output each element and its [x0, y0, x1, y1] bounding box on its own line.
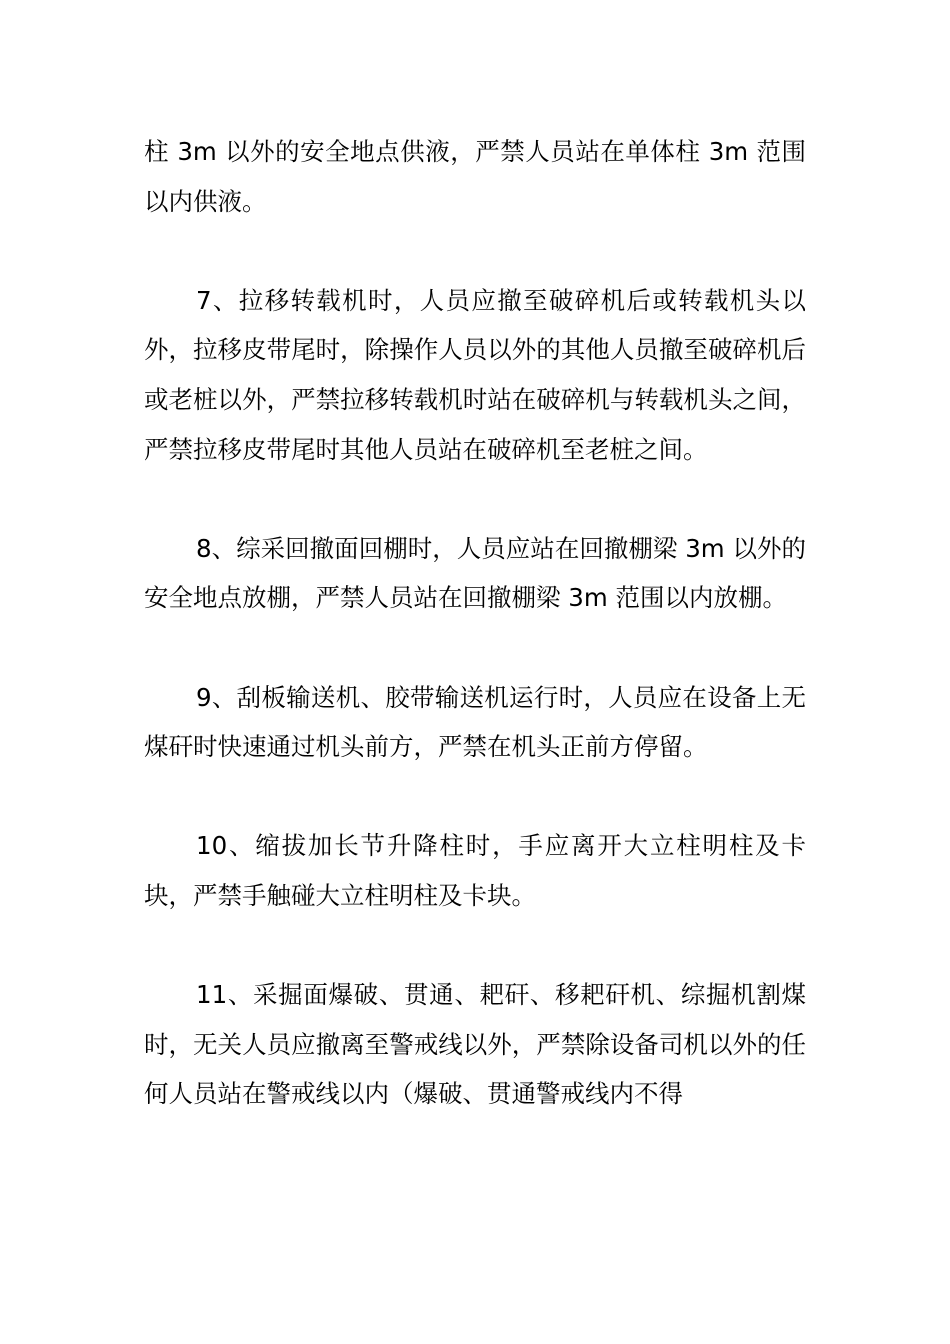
paragraph-item-8: 8、综采回撤面回棚时，人员应站在回撤棚梁 3m 以外的安全地点放棚，严禁人员站在回撤棚梁 3m 范围以内放棚。 [144, 533, 806, 613]
paragraph-continued: 柱 3m 以外的安全地点供液，严禁人员站在单体柱 3m 范围以内供液。 [144, 137, 806, 216]
paragraph-gap [144, 474, 806, 524]
paragraph-gap [144, 772, 806, 822]
paragraph-gap [144, 226, 806, 276]
paragraph-gap [144, 623, 806, 673]
document-body [144, 127, 806, 1119]
paragraph-item-10: 10、缩拔加长节升降柱时，手应离开大立柱明柱及卡块，严禁手触碰大立柱明柱及卡块。 [144, 831, 806, 910]
paragraph-item-7: 7、拉移转载机时，人员应撤至破碎机后或转载机头以外，拉移皮带尾时，除操作人员以外的其他人员撤至破碎机后或老桩以外，严禁拉移转载机时站在破碎机与转载机头之间，严禁拉移皮带尾时其他人员站在破碎机至老桩之间。 [144, 285, 806, 464]
paragraph-item-11: 11、采掘面爆破、贯通、耙矸、移耙矸机、综掘机割煤时，无关人员应撤离至警戒线以外，严禁除设备司机以外的任何人员站在警戒线以内（爆破、贯通警戒线内不得 [144, 980, 806, 1109]
paragraph-item-9: 9、刮板输送机、胶带输送机运行时，人员应在设备上无煤矸时快速通过机头前方，严禁在机头正前方停留。 [144, 682, 806, 762]
paragraph-gap [144, 921, 806, 971]
